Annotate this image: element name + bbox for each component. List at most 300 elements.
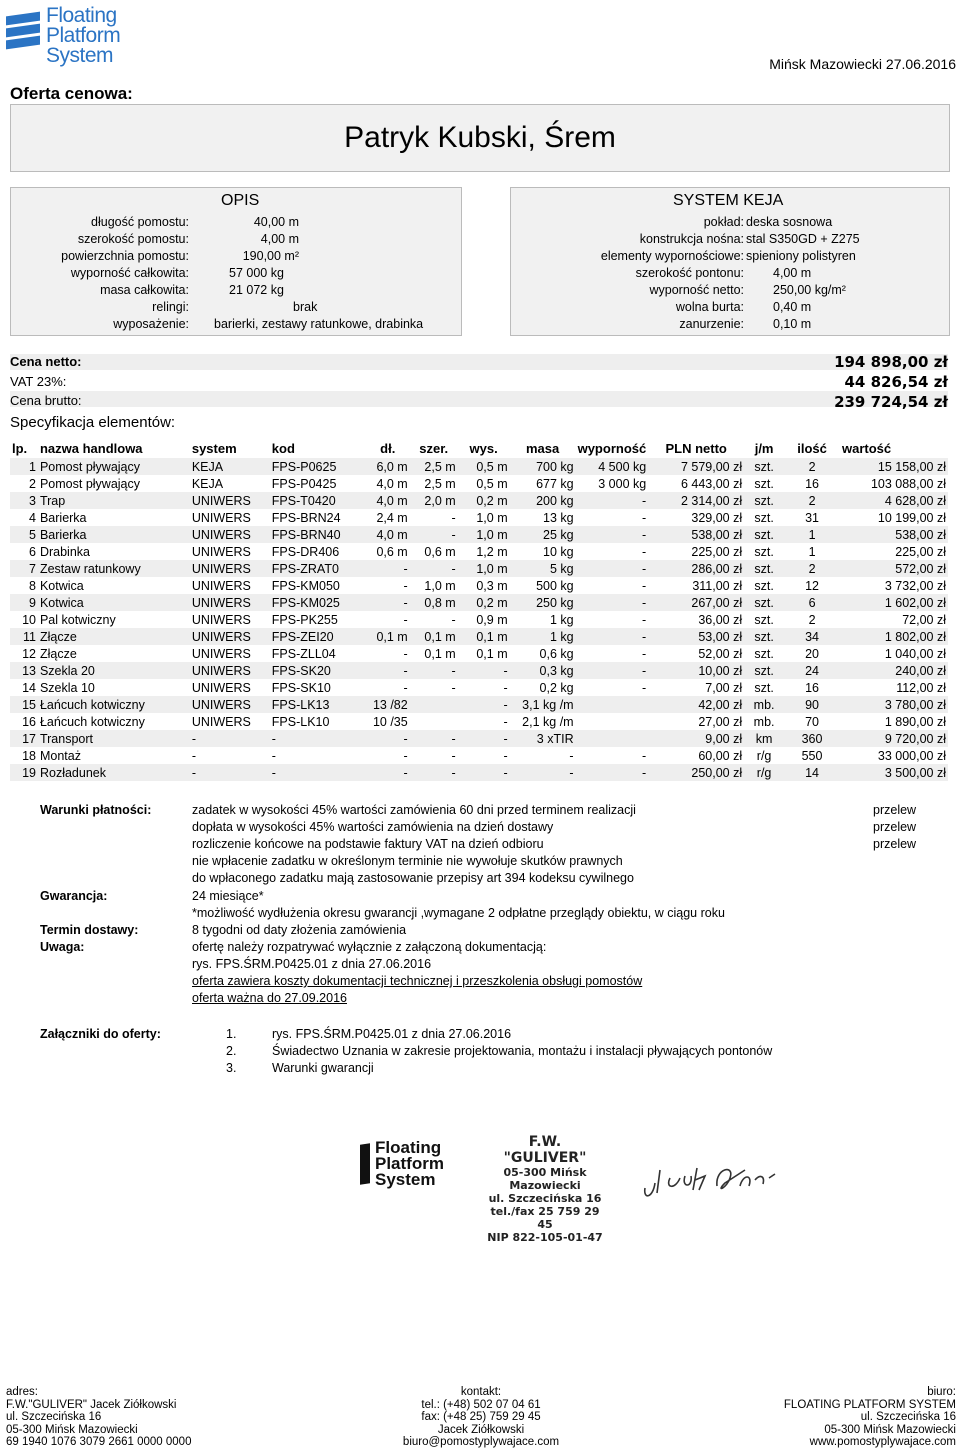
- table-cell: 225,00 zł: [895, 544, 946, 559]
- table-cell: -: [642, 646, 647, 661]
- system-label: pokład:: [703, 215, 744, 229]
- table-cell: KEJA: [190, 458, 270, 475]
- table-cell: FPS-T0420: [270, 492, 366, 509]
- table-cell: -: [410, 764, 458, 781]
- footer-line: 05-300 Mińsk Mazowiecki: [824, 1423, 956, 1436]
- table-cell: -: [410, 730, 458, 747]
- table-cell: 0,2 m: [458, 492, 510, 509]
- table-cell: 72,00 zł: [902, 612, 946, 627]
- footer-line: adres:: [6, 1386, 38, 1398]
- warranty-line: *możliwość wydłużenia okresu gwarancji ,wymagane 2 odpłatne przeglądy obiektu, w ciągu roku: [192, 906, 725, 920]
- table-cell: -: [410, 662, 458, 679]
- table-cell: -: [403, 578, 408, 593]
- system-value: 0,10 m: [773, 317, 812, 331]
- table-cell: [576, 713, 649, 730]
- table-cell: 360: [784, 730, 840, 747]
- net-price-value: 194 898,00 zł: [834, 353, 948, 371]
- table-cell: 14: [22, 680, 36, 695]
- footer-address: [6, 1386, 191, 1449]
- table-cell: 2: [784, 560, 840, 577]
- table-cell: szt.: [744, 458, 784, 475]
- stamp-address1: 05-300 Mińsk Mazowiecki: [503, 1166, 587, 1192]
- table-cell: -: [410, 526, 458, 543]
- table-cell: 4,0 m: [366, 492, 410, 509]
- table-cell: UNIWERS: [190, 696, 270, 713]
- table-cell: -: [576, 662, 649, 679]
- stamp-nip: NIP 822-105-01-47: [487, 1231, 603, 1244]
- stamp-phone: tel./fax 25 759 29 45: [490, 1205, 600, 1231]
- payment-method: przelew: [873, 837, 917, 851]
- table-cell: 27,00 zł: [698, 714, 743, 729]
- table-cell: UNIWERS: [191, 612, 251, 627]
- attachment-text: rys. FPS.ŚRM.P0425.01 z dnia 27.06.2016: [272, 1027, 512, 1041]
- table-row: [10, 730, 948, 747]
- table-cell: 500 kg: [536, 578, 574, 593]
- table-cell: 311,00 zł: [692, 578, 743, 593]
- table-cell: 16: [805, 476, 819, 491]
- client-box: [10, 104, 950, 172]
- table-cell: -: [642, 578, 647, 593]
- table-cell: FPS-LK10: [271, 714, 330, 729]
- column-header: j/m: [754, 440, 774, 456]
- table-row: [10, 628, 948, 645]
- table-cell: szt.: [744, 492, 784, 509]
- table-cell: 1: [10, 458, 38, 475]
- table-cell: -: [451, 680, 456, 695]
- table-cell: 15 158,00 zł: [840, 458, 948, 475]
- table-cell: 1,0 m: [458, 526, 510, 543]
- table-cell: 1: [808, 544, 816, 559]
- table-cell: -: [503, 680, 508, 695]
- table-cell: 2: [808, 612, 816, 627]
- table-cell: 42,00 zł: [648, 696, 744, 713]
- table-cell: Złącze: [39, 646, 77, 661]
- footer-line: biuro@pomostyplywajace.com: [402, 1436, 560, 1448]
- table-cell: 329,00 zł: [691, 510, 743, 525]
- table-row: [10, 645, 948, 662]
- table-cell: UNIWERS: [191, 578, 251, 593]
- table-cell: -: [458, 662, 510, 679]
- table-cell: 0,3 kg: [510, 662, 576, 679]
- table-cell: 9: [10, 594, 38, 611]
- column-header: system: [191, 440, 237, 456]
- table-cell: -: [271, 748, 276, 763]
- table-cell: KEJA: [191, 476, 224, 491]
- table-cell: 6: [29, 544, 36, 559]
- table-cell: 1 802,00 zł: [840, 628, 948, 645]
- opis-label: szerokość pomostu:: [77, 232, 189, 246]
- table-cell: 1,2 m: [476, 544, 508, 559]
- opis-label: relingi:: [152, 300, 189, 314]
- table-row: [10, 662, 948, 679]
- stamp-logo-line-3: System: [375, 1170, 436, 1189]
- table-cell: 9 720,00 zł: [840, 730, 948, 747]
- table-cell: 0,8 m: [410, 594, 458, 611]
- table-row: [10, 543, 948, 560]
- table-cell: UNIWERS: [191, 510, 251, 525]
- attachment-text: Warunki gwarancji: [272, 1061, 374, 1075]
- logo-mark-icon: [6, 12, 40, 58]
- opis-value: barierki, zestawy ratunkowe, drabinka: [214, 317, 424, 331]
- table-cell: r/g: [756, 748, 772, 763]
- table-cell: 7 579,00 zł: [648, 458, 744, 475]
- table-cell: szt.: [754, 510, 774, 525]
- column-header: masa: [525, 440, 560, 456]
- footer-line: ul. Szczecińska 16: [860, 1411, 956, 1423]
- table-cell: 4 500 kg: [576, 458, 649, 475]
- table-cell: szt.: [744, 560, 784, 577]
- system-title: SYSTEM KEJA: [673, 192, 784, 209]
- table-row: [10, 475, 948, 492]
- table-cell: -: [642, 612, 647, 627]
- column-header: lp.: [12, 440, 28, 456]
- table-cell: Barierka: [38, 526, 190, 543]
- table-cell: -: [576, 594, 649, 611]
- table-cell: szt.: [754, 646, 774, 661]
- table-cell: -: [642, 510, 647, 525]
- system-label: konstrukcja nośna:: [639, 232, 744, 246]
- table-cell: FPS-KM025: [270, 594, 366, 611]
- table-cell: FPS-ZLL04: [271, 646, 336, 661]
- payment-label: Warunki płatności:: [40, 803, 152, 817]
- table-cell: 10: [22, 612, 36, 627]
- table-cell: 60,00 zł: [698, 748, 743, 763]
- table-cell: -: [190, 764, 270, 781]
- note-line: oferta ważna do 27.09.2016: [192, 991, 347, 1005]
- attachment-num: 3.: [226, 1061, 237, 1075]
- table-cell: 16: [805, 680, 819, 695]
- table-cell: Montaż: [39, 748, 81, 763]
- table-cell: 0,6 kg: [539, 646, 574, 661]
- column-header: szer.: [419, 440, 449, 456]
- table-cell: 1 040,00 zł: [884, 646, 946, 661]
- payment-line: rozliczenie końcowe na podstawie faktury VAT na dzień odbioru: [192, 837, 544, 851]
- table-cell: 11: [10, 628, 38, 645]
- delivery-label: Termin dostawy:: [40, 923, 139, 937]
- table-row: [10, 594, 948, 611]
- table-cell: -: [403, 612, 408, 627]
- opis-value: 40,00 m: [253, 215, 299, 229]
- table-cell: -: [576, 492, 649, 509]
- note-label: Uwaga:: [40, 940, 85, 954]
- opis-value: brak: [293, 300, 318, 314]
- table-cell: Złącze: [38, 628, 190, 645]
- table-cell: 6,0 m: [366, 458, 410, 475]
- table-cell: 677 kg: [536, 476, 574, 491]
- table-cell: FPS-PK255: [271, 612, 338, 627]
- table-cell: 6: [784, 594, 840, 611]
- footer-line: 05-300 Mińsk Mazowiecki: [6, 1423, 138, 1436]
- table-cell: 13 kg: [543, 510, 574, 525]
- table-cell: 0,2 kg: [539, 680, 574, 695]
- table-cell: -: [366, 662, 410, 679]
- opis-value: 57 000 kg: [229, 266, 284, 280]
- spec-table: [10, 438, 948, 781]
- table-cell: 4,0 m: [376, 476, 408, 491]
- table-cell: Barierka: [39, 510, 87, 525]
- table-cell: 3 732,00 zł: [884, 578, 946, 593]
- table-cell: -: [642, 544, 647, 559]
- table-cell: 286,00 zł: [648, 560, 744, 577]
- column-header: PLN netto: [665, 440, 727, 456]
- attachment-num: 1.: [226, 1027, 237, 1041]
- table-cell: 9,00 zł: [648, 730, 744, 747]
- table-cell: 3 500,00 zł: [840, 764, 948, 781]
- table-cell: 2,0 m: [410, 492, 458, 509]
- table-cell: [576, 696, 649, 713]
- table-cell: 1,0 m: [458, 560, 510, 577]
- table-cell: szt.: [754, 476, 774, 491]
- warranty-line: 24 miesiące*: [192, 889, 264, 903]
- table-cell: UNIWERS: [190, 662, 270, 679]
- table-cell: -: [503, 748, 508, 763]
- table-cell: szt.: [744, 628, 784, 645]
- stamp-logo-mark-icon: [360, 1143, 370, 1184]
- table-cell: -: [190, 730, 270, 747]
- table-cell: 0,2 m: [458, 594, 510, 611]
- table-cell: FPS-BRN40: [270, 526, 366, 543]
- table-cell: -: [403, 646, 408, 661]
- attachments-label: Załączniki do oferty:: [40, 1027, 161, 1041]
- table-cell: 572,00 zł: [840, 560, 948, 577]
- table-cell: 5 kg: [510, 560, 576, 577]
- footer-line: ul. Szczecińska 16: [6, 1411, 102, 1423]
- table-row: [10, 713, 948, 730]
- table-cell: 700 kg: [510, 458, 576, 475]
- opis-value: 21 072 kg: [229, 283, 284, 297]
- table-cell: 13 /82: [366, 696, 410, 713]
- table-cell: Rozładunek: [38, 764, 190, 781]
- table-cell: -: [576, 560, 649, 577]
- column-header: wyporność: [577, 440, 647, 456]
- table-cell: szt.: [744, 662, 784, 679]
- table-cell: FPS-SK20: [270, 662, 366, 679]
- table-cell: -: [366, 764, 410, 781]
- table-cell: Kotwica: [39, 578, 84, 593]
- stamp-logo-line-1: Floating: [375, 1138, 442, 1157]
- footer-line: FLOATING PLATFORM SYSTEM: [783, 1398, 956, 1411]
- footer-line: kontakt:: [460, 1386, 502, 1398]
- table-cell: 0,3 m: [476, 578, 508, 593]
- system-value: spieniony polistyren: [746, 249, 856, 263]
- footer-line: www.pomostyplywajace.com: [809, 1436, 956, 1448]
- table-cell: UNIWERS: [190, 492, 270, 509]
- opis-label: długość pomostu:: [91, 215, 189, 229]
- table-cell: 10 /35: [372, 714, 408, 729]
- table-cell: 0,1 m: [476, 646, 508, 661]
- table-cell: 200 kg: [510, 492, 576, 509]
- warranty-label: Gwarancja:: [40, 889, 108, 903]
- offer-title: Oferta cenowa:: [10, 84, 133, 103]
- table-cell: km: [744, 730, 784, 747]
- table-row: [10, 492, 948, 509]
- table-cell: szt.: [744, 526, 784, 543]
- table-cell: 1 kg: [549, 612, 574, 627]
- note-line: oferta zawiera koszty dokumentacji technicznej i przeszkolenia obsługi pomostów: [192, 974, 643, 988]
- table-cell: UNIWERS: [190, 526, 270, 543]
- signature-icon: [635, 1148, 785, 1208]
- table-cell: [576, 730, 649, 747]
- table-cell: Łańcuch kotwiczny: [38, 696, 190, 713]
- footer-line: F.W."GULIVER" Jacek Ziółkowski: [6, 1398, 177, 1411]
- payment-line: dopłata w wysokości 45% wartości zamówienia na dzień dostawy: [192, 820, 554, 834]
- opis-panel: [10, 187, 462, 336]
- table-cell: 2 314,00 zł: [648, 492, 744, 509]
- table-cell: 550: [801, 748, 823, 763]
- table-cell: 19: [10, 764, 38, 781]
- opis-title: OPIS: [221, 192, 260, 209]
- table-cell: -: [510, 764, 576, 781]
- table-cell: 7: [10, 560, 38, 577]
- table-cell: szt.: [754, 612, 774, 627]
- table-cell: 103 088,00 zł: [870, 476, 946, 491]
- table-cell: 3,1 kg /m: [510, 696, 576, 713]
- system-label: elementy wypornościowe:: [600, 249, 744, 263]
- table-cell: FPS-LK13: [270, 696, 366, 713]
- table-cell: 1: [784, 526, 840, 543]
- vat-value: 44 826,54 zł: [844, 373, 948, 391]
- table-cell: szt.: [754, 680, 774, 695]
- table-cell: 20: [805, 646, 819, 661]
- footer-line: Jacek Ziółkowski: [437, 1423, 525, 1436]
- system-value: 250,00 kg/m²: [773, 283, 846, 297]
- column-header: dł.: [380, 440, 396, 456]
- table-cell: 10 199,00 zł: [877, 510, 946, 525]
- delivery-value: 8 tygodni od daty złożenia zamówienia: [192, 923, 407, 937]
- footer-contact: [376, 1386, 586, 1449]
- table-cell: 112,00 zł: [896, 680, 946, 695]
- table-cell: FPS-KM050: [271, 578, 340, 593]
- opis-label: powierzchnia pomostu:: [61, 249, 189, 263]
- table-cell: 15: [10, 696, 38, 713]
- table-cell: Zestaw ratunkowy: [38, 560, 190, 577]
- table-cell: UNIWERS: [191, 544, 251, 559]
- table-cell: Pomost pływający: [39, 476, 141, 491]
- table-cell: FPS-P0425: [271, 476, 337, 491]
- gross-price-row: [10, 391, 948, 407]
- table-cell: UNIWERS: [190, 628, 270, 645]
- table-cell: 12: [22, 646, 36, 661]
- table-cell: 4 628,00 zł: [840, 492, 948, 509]
- table-cell: FPS-DR406: [271, 544, 340, 559]
- table-cell: 538,00 zł: [840, 526, 948, 543]
- table-cell: -: [403, 748, 408, 763]
- table-cell: 36,00 zł: [698, 612, 743, 627]
- table-cell: 25 kg: [510, 526, 576, 543]
- table-cell: 0,5 m: [458, 458, 510, 475]
- footer-line: 69 1940 1076 3079 2661 0000 0000: [6, 1436, 192, 1448]
- table-cell: -: [458, 696, 510, 713]
- footer-office: [784, 1386, 956, 1449]
- table-cell: -: [569, 748, 574, 763]
- table-cell: Kotwica: [38, 594, 190, 611]
- table-cell: UNIWERS: [190, 560, 270, 577]
- table-cell: 2,5 m: [424, 476, 456, 491]
- table-cell: Szekla 10: [39, 680, 95, 695]
- gross-price-label: Cena brutto:: [10, 393, 82, 408]
- table-cell: 31: [805, 510, 819, 525]
- footer-line: biuro:: [927, 1386, 956, 1398]
- table-cell: 0,9 m: [476, 612, 508, 627]
- opis-label: wyporność całkowita:: [70, 266, 189, 280]
- footer: [6, 1386, 956, 1446]
- table-cell: 1,0 m: [424, 578, 456, 593]
- table-cell: FPS-BRN24: [271, 510, 341, 525]
- table-cell: 10 kg: [543, 544, 574, 559]
- table-cell: -: [270, 730, 366, 747]
- logo-line-2: Platform: [46, 24, 121, 47]
- table-cell: 0,1 m: [458, 628, 510, 645]
- footer-line: fax: (+48 25) 759 29 45: [421, 1411, 541, 1423]
- table-cell: 34: [784, 628, 840, 645]
- system-panel: [510, 187, 950, 336]
- opis-label: masa całkowita:: [100, 283, 189, 297]
- table-cell: 1 kg: [510, 628, 576, 645]
- table-cell: 3 000 kg: [598, 476, 647, 491]
- table-cell: 6 443,00 zł: [680, 476, 743, 491]
- table-cell: UNIWERS: [191, 646, 251, 661]
- table-cell: 33 000,00 zł: [877, 748, 946, 763]
- table-cell: -: [642, 680, 647, 695]
- table-row: [10, 679, 948, 696]
- spec-header-row: [10, 438, 948, 458]
- table-cell: -: [458, 730, 510, 747]
- table-cell: -: [576, 628, 649, 645]
- note-line: rys. FPS.ŚRM.P0425.01 z dnia 27.06.2016: [192, 957, 432, 971]
- table-cell: 250,00 zł: [648, 764, 744, 781]
- stamp-address2: ul. Szczecińska 16: [488, 1192, 602, 1205]
- payment-method: przelew: [873, 820, 917, 834]
- logo-line-1: Floating: [46, 4, 117, 27]
- gross-price-value: 239 724,54 zł: [834, 393, 948, 411]
- table-cell: 267,00 zł: [648, 594, 744, 611]
- table-cell: 18: [22, 748, 36, 763]
- table-cell: 16: [22, 714, 36, 729]
- table-cell: szt.: [754, 578, 774, 593]
- table-row: [10, 526, 948, 543]
- table-cell: 0,1 m: [424, 646, 456, 661]
- table-cell: FPS-ZEI20: [270, 628, 366, 645]
- table-cell: Łańcuch kotwiczny: [39, 714, 145, 729]
- table-cell: 10,00 zł: [648, 662, 744, 679]
- table-cell: -: [576, 764, 649, 781]
- table-cell: 0,5 m: [476, 476, 508, 491]
- table-cell: [410, 696, 458, 713]
- table-cell: 240,00 zł: [840, 662, 948, 679]
- table-cell: 2: [29, 476, 36, 491]
- system-label: wyporność netto:: [649, 283, 744, 297]
- table-cell: 2: [784, 492, 840, 509]
- system-label: wolna burta:: [675, 300, 744, 314]
- table-cell: 4,0 m: [366, 526, 410, 543]
- table-cell: -: [270, 764, 366, 781]
- table-row: [10, 577, 948, 594]
- table-cell: Transport: [38, 730, 190, 747]
- opis-value: 4,00 m: [260, 232, 299, 246]
- payment-line: zadatek w wysokości 45% wartości zamówienia 60 dni przed terminem realizacji: [192, 803, 636, 817]
- stamp-company: F.W. "GULIVER": [503, 1134, 587, 1166]
- net-price-label: Cena netto:: [10, 354, 82, 369]
- table-cell: UNIWERS: [190, 594, 270, 611]
- table-row: [10, 560, 948, 577]
- table-cell: -: [366, 730, 410, 747]
- table-row: [10, 509, 948, 526]
- table-cell: -: [458, 764, 510, 781]
- note-line: ofertę należy rozpatrywać wyłącznie z załączoną dokumentacją:: [192, 940, 547, 954]
- attachment-num: 2.: [226, 1044, 237, 1058]
- vat-label: VAT 23%:: [10, 374, 67, 389]
- spec-title: Specyfikacja elementów:: [10, 414, 176, 431]
